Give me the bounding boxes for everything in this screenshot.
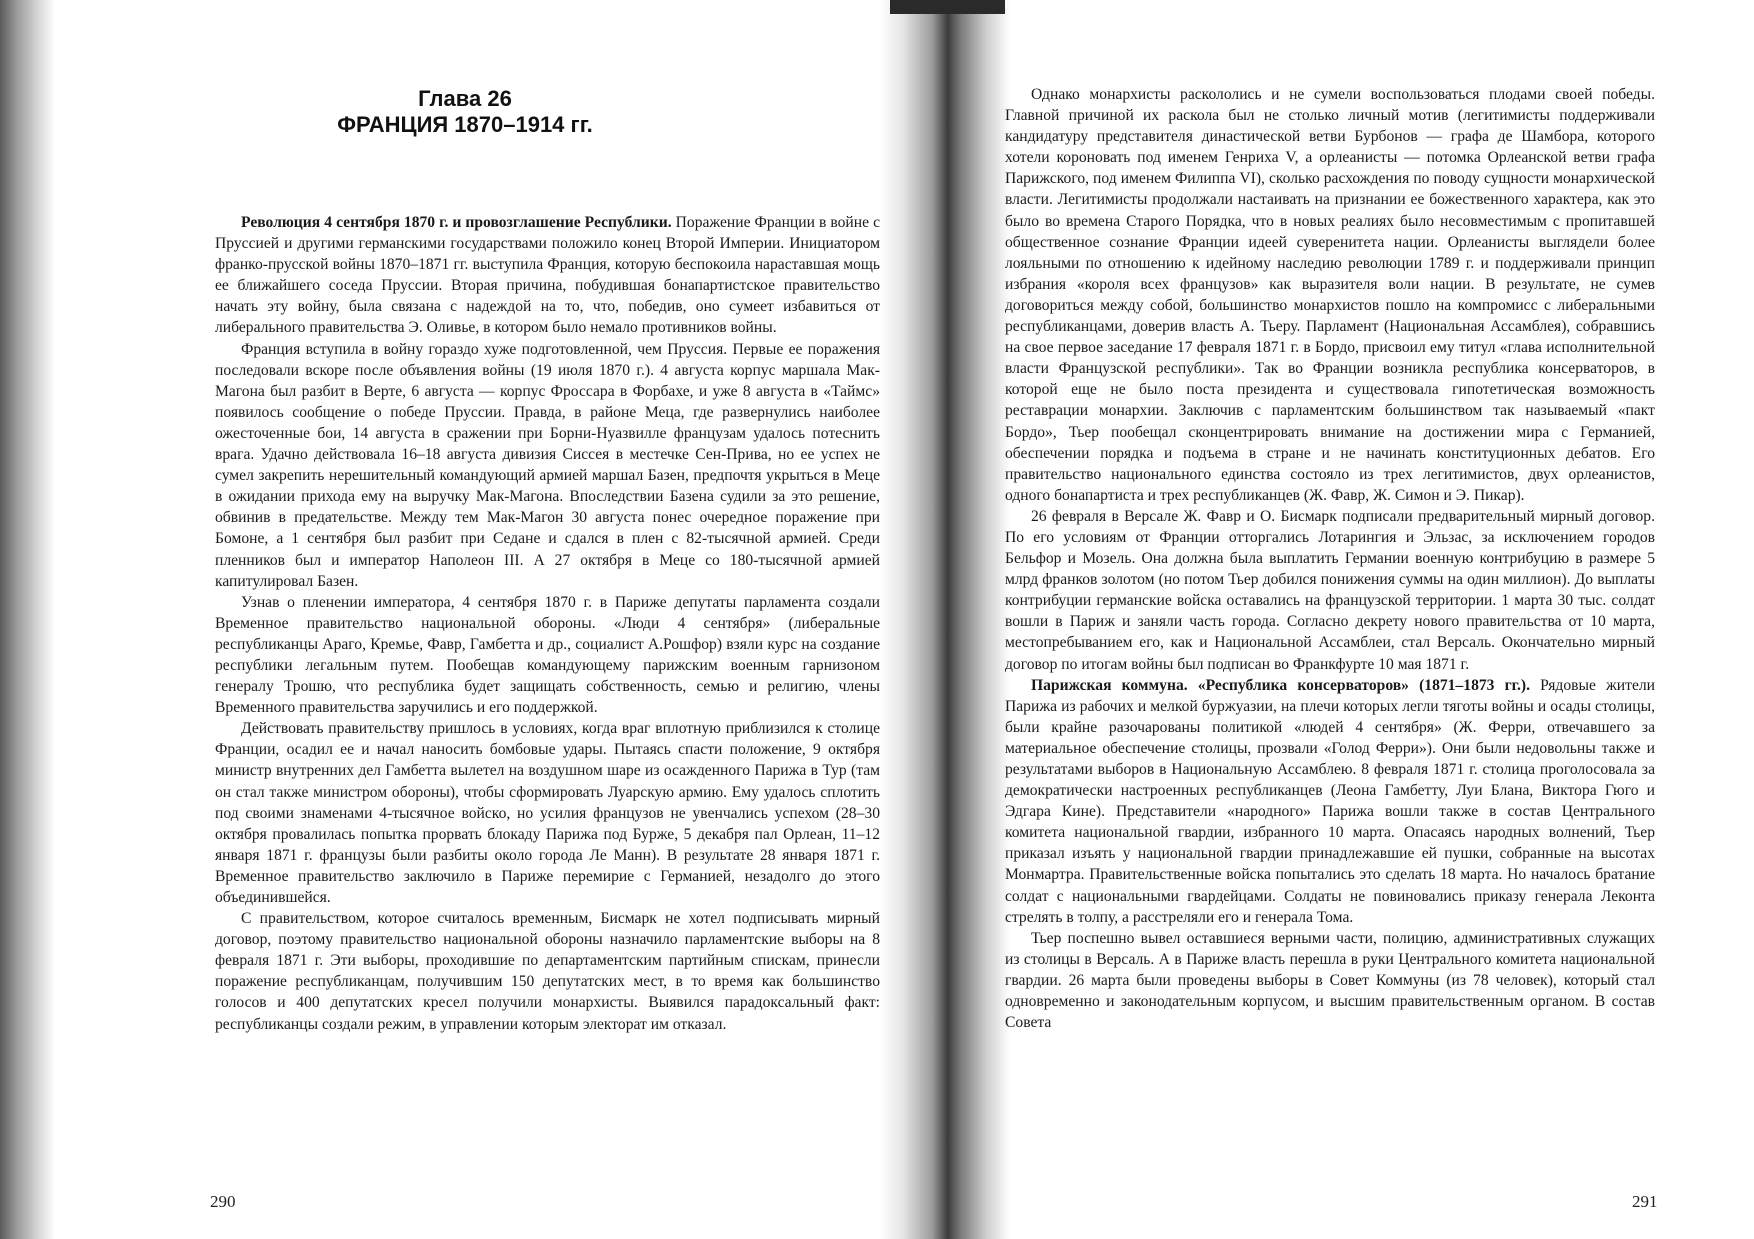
paragraph-text: Франция вступила в войну гораздо хуже подготовленной, чем Пруссия. Первые ее поражения последовали вскоре после объявления войны (19 июля 1870 г.). 4 августа корпус маршала Мак-Магона был разбит в Верте, 6 августа — корпус Фроссара в Форбахе, и уже 8 августа в «Таймс» появилось сообщение о победе Пруссии. Правда, в районе Меца, где развернулись наиболее ожесточенные бои, 14 августа в сражении при Борни-Нуазвилле французам удалось потеснить врага. Удачно действовала 16–18 августа дивизия Сиссея в местечке Сен-Прива, но ее успех не сумел закрепить нерешительный командующий армией маршал Базен, предпочтя укрыться в Меце в ожидании прихода ему на выручку Мак-Магона. Впоследствии Базена судили за это решение, обвинив в предательстве. Между тем Мак-Магон 30 августа понес очередное поражение при Бомоне, а 1 сентября был разбит при Седане и сдался в плен с 82-тысячной армией. Среди пленников был и император Наполеон III. А 27 октября в Меце со 180-тысячной армией капитулировал Базен.	[215, 340, 880, 590]
paragraph-text: Действовать правительству пришлось в условиях, когда враг вплотную приблизился к столице Франции, осадил ее и начал наносить бомбовые удары. Пытаясь спасти положение, 9 октября министр внутренних дел Гамбетта вылетел на воздушном шаре из осажденного Парижа в Тур (там он стал также министром обороны), чтобы сформировать Луарскую армию. Ему удалось сплотить под своими знаменами 4-тысячное войско, но усилия французов не увенчались успехом (28–30 октября провалилась попытка прорвать блокаду Парижа под Бурже, 5 декабря пал Орлеан, 11–12 января 1871 г. французы были разбиты около города Ле Манн). В результате 28 января 1871 г. Временное правительство заключило в Париже перемирие с Германией, незадолго до этого объединившейся.	[215, 720, 880, 906]
left-page-edge-shadow	[0, 0, 55, 1239]
right-page-text	[1005, 84, 1655, 1033]
paragraph	[215, 339, 880, 592]
page-number-left: 290	[210, 1192, 236, 1211]
paragraph	[1005, 506, 1655, 675]
paragraph-text: Рядовые жители Парижа из рабочих и мелкой буржуазии, на плечи которых легли тяготы войны и осады столицы, были крайне разочарованы политикой «людей 4 сентября» (Ж. Ферри, отвечавшего за материальное обеспечение столицы, прозвали «Голод Ферри»). Они были недовольны также и результатами выборов в Национальную Ассамблею. 8 февраля 1871 г. столица проголосовала за демократически настроенных республиканцев (Леона Гамбетту, Луи Блана, Виктора Гюго и Эдгара Кине). Представители «народного» Парижа вошли также в состав Центрального комитета национальной гвардии, избранного 10 марта. Опасаясь народных волнений, Тьер приказал изъять у национальной гвардии принадлежавшие ей пушки, собранные на высотах Монмартра. Правительственные войска попытались это сделать 18 марта. Но началось братание солдат с национальными гвардейцами. Солдаты не повиновались приказу генерала Леконта стрелять в толпу, а расстреляли его и генерала Тома.	[1005, 676, 1655, 926]
paragraph	[1005, 675, 1655, 928]
paragraph	[1005, 84, 1655, 506]
gutter-top-dark	[890, 0, 1005, 14]
paragraph-text: Однако монархисты раскололись и не сумели воспользоваться плодами своей победы. Главной причиной их раскола был не столько личный мотив (легитимисты поддерживали кандидатуру представителя династической ветви Бурбонов — графа де Шамбора, которого хотели короновать под именем Генриха V, а орлеанисты — потомка Орлеанской ветви графа Парижского, под именем Филиппа VI), сколько расхождения по поводу сущности монархической власти. Легитимисты продолжали настаивать на признании ее божественного характера, как это было во времена Старого Порядка, что в новых реалиях было несовместимым с пропитавшей общественное сознание Франции идеей суверенитета нации. Орлеанисты выглядели более лояльными по отношению к идейному наследию революции 1789 г. и поддерживали принцип избрания «короля всех французов» как выразителя воли нации. В результате, не сумев договориться между собой, большинство монархистов пошло на компромисс с либеральными республиканцами, доверив власть А. Тьеру. Парламент (Национальная Ассамблея), собравшись на свое первое заседание 17 февраля 1871 г. в Бордо, присвоил ему титул «глава исполнительной власти Французской республики». Так во Франции возникла республика консерваторов, в которой еще не было поста президента и существовала гипотетическая возможность реставрации монархии. Заключив с парламентским большинством так называемый «пакт Бордо», Тьер пообещал сконцентрировать внимание на достижении мира с Германией, обеспечении порядка и подъема в стране и не начинать конституционных дебатов. Его правительство национального единства состояло из трех легитимистов, двух орлеанистов, одного бонапартиста и трех республиканцев (Ж. Фавр, Ж. Симон и Э. Пикар).	[1005, 86, 1655, 504]
paragraph-text: Узнав о пленении императора, 4 сентября 1870 г. в Париже депутаты парламента создали Временное правительство национальной обороны. «Люди 4 сентября» (либеральные республиканцы Араго, Кремье, Фавр, Гамбетта и др., социалист А.Рошфор) взяли курс на создание республики легальным путем. Пообещав командующему парижским военным гарнизоном генералу Трошю, что республика будет защищать собственность, семью и религию, члены Временного правительства заручились и его поддержкой.	[215, 593, 880, 717]
paragraph-text: С правительством, которое считалось временным, Бисмарк не хотел подписывать мирный договор, поэтому правительство национальной обороны назначило парламентские выборы на 8 февраля 1871 г. Эти выборы, проходившие по департаментским партийным спискам, принесли поражение республиканцам, получившим 150 депутатских мест, в то время как большинство голосов и 400 депутатских кресел получили монархисты. Выявился парадоксальный факт: республиканцы создали режим, в управлении которым электорат им отказал.	[215, 910, 880, 1033]
section-title: Революция 4 сентября 1870 г. и провозглашение Республики.	[241, 214, 672, 231]
paragraph	[1005, 928, 1655, 1033]
paragraph-text: 26 февраля в Версале Ж. Фавр и О. Бисмарк подписали предварительный мирный договор. По его условиям от Франции отторгались Лотарингия и Эльзас, за исключением городов Бельфор и Мозель. Она должна была выплатить Германии военную контрибуцию в размере 5 млрд франков золотом (но потом Тьер добился понижения суммы на один миллион). До выплаты контрибуции германские войска оставались на французской территории. 1 марта 30 тыс. солдат вошли в Париж и заняли часть города. Согласно декрету нового правительства от 10 марта, местопребыванием его, как и Национальной Ассамблеи, стал Версаль. Окончательно мирный договор по итогам войны был подписан во Франкфурте 10 мая 1871 г.	[1005, 507, 1655, 673]
paragraph	[215, 718, 880, 908]
paragraph	[215, 592, 880, 719]
paragraph-text: Тьер поспешно вывел оставшиеся верными части, полицию, административных служащих из столицы в Версаль. А в Париже власть перешла в руки Центрального комитета национальной гвардии. 26 марта были проведены выборы в Совет Коммуны (из 78 человек), который стал одновременно и законодательным корпусом, и высшим правительственным органом. В состав Совета	[1005, 929, 1655, 1032]
left-page-text	[215, 212, 880, 1035]
paragraph-text: Поражение Франции в войне с Пруссией и другими германскими государствами положило конец Второй Империи. Инициатором франко-прусской войны 1870–1871 гг. выступила Франция, которую беспокоила нараставшая мощь ее ближайшего соседа Пруссии. Вторая причина, побудившая бонапартистское правительство начать эту войну, была связана с надеждой на то, что, победив, оно сумеет избавиться от либерального правительства Э. Оливье, в котором было немало противников войны.	[215, 214, 880, 337]
chapter-title: ФРАНЦИЯ 1870–1914 гг.	[337, 112, 593, 137]
page-number-right: 291	[1632, 1192, 1658, 1211]
chapter-heading	[215, 86, 715, 138]
paragraph	[215, 212, 880, 339]
paragraph	[215, 908, 880, 1035]
book-gutter-shadow	[880, 0, 1010, 1239]
chapter-label: Глава 26	[418, 86, 512, 111]
section-title: Парижская коммуна. «Республика консерваторов» (1871–1873 гг.).	[1031, 676, 1530, 694]
